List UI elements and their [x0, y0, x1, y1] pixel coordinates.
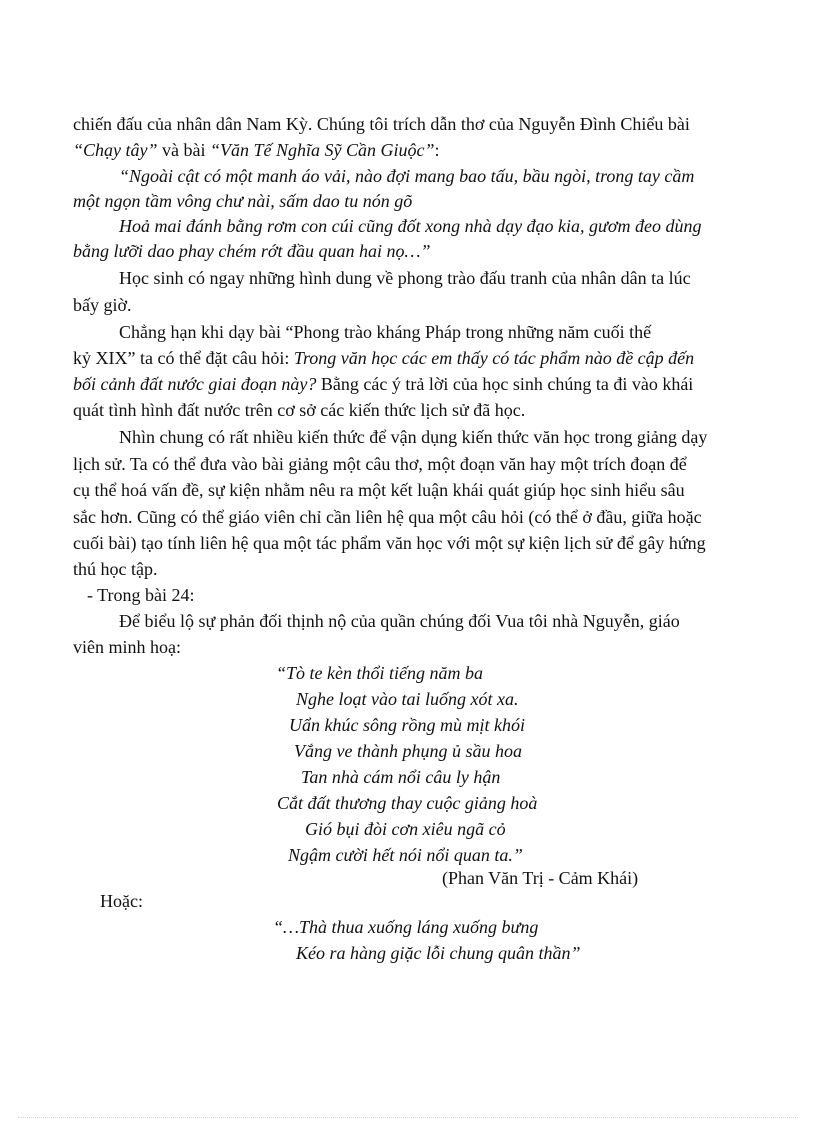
paragraph-4-line-6: thú học tập.: [73, 559, 158, 579]
colon-text: :: [434, 140, 440, 160]
quote-1-line-1: “Ngoài cật có một manh áo vải, nào đợi mang bao tấu, bầu ngòi, trong tay cầm: [119, 166, 695, 186]
paragraph-3-line-2: [73, 346, 694, 370]
paragraph-4-line-1: Nhìn chung có rất nhiều kiến thức để vận dụng kiến thức văn học trong giảng dạy: [119, 427, 708, 447]
poem-2-line-2: Kéo ra hàng giặc lỗi chung quân thần”: [296, 943, 581, 963]
poem-1-line-8: Ngậm cười hết nói nổi quan ta.”: [288, 845, 523, 865]
poem-1-attribution: (Phan Văn Trị - Cảm Khái): [442, 868, 639, 888]
paragraph-3-line-4: quát tình hình đất nước trên cơ sở các kiến thức lịch sử đã học.: [73, 400, 526, 420]
lesson-heading: - Trong bài 24:: [87, 585, 195, 605]
or-label: Hoặc:: [100, 891, 143, 911]
poem-title-chay-tay: “Chạy tây”: [73, 140, 158, 160]
quote-1-line-2: một ngọn tầm vông chư nài, sấm dao tu nón gõ: [73, 191, 413, 211]
paragraph-4-line-3: cụ thể hoá vấn đề, sự kiện nhằm nêu ra một kết luận khái quát giúp học sinh hiểu sâu: [73, 480, 685, 500]
connector-text: và bài: [157, 140, 210, 160]
paragraph-4-line-4: sắc hơn. Cũng có thể giáo viên chỉ cần liên hệ qua một câu hỏi (có thể ở đầu, giữa hoặc: [73, 507, 702, 527]
paragraph-3-line-3: [73, 372, 693, 396]
paragraph-5-line-1: Để biểu lộ sự phản đối thịnh nộ của quần chúng đối Vua tôi nhà Nguyễn, giáo: [119, 611, 680, 631]
poem-title-van-te: “Văn Tế Nghĩa Sỹ Cần Giuộc”: [210, 140, 435, 160]
paragraph-3-line-3-text: Bằng các ý trả lời của học sinh chúng ta đi vào khái: [316, 374, 694, 394]
paragraph-3-question: Trong văn học các em thấy có tác phẩm nào đề cập đến: [293, 348, 695, 368]
poem-1-line-3: Uẩn khúc sông rồng mù mịt khói: [289, 715, 525, 735]
quote-1-line-4: bằng lưỡi dao phay chém rớt đầu quan hai nọ…”: [73, 241, 431, 261]
poem-2-line-1: “…Thà thua xuống láng xuống bưng: [273, 917, 539, 937]
poem-1-line-4: Vắng ve thành phụng ủ sầu hoa: [294, 741, 522, 761]
poem-1-line-6: Cắt đất thương thay cuộc giảng hoà: [277, 793, 538, 813]
paragraph-3-question-end: bối cảnh đất nước giai đoạn này?: [73, 374, 317, 394]
paragraph-5-line-2: viên minh hoạ:: [73, 637, 181, 657]
quote-1-line-3: Hoả mai đánh bằng rơm con cúi cũng đốt xong nhà dạy đạo kia, gươm đeo dùng: [119, 216, 702, 236]
poem-1-line-1: “Tò te kèn thổi tiếng năm ba: [276, 663, 483, 683]
poem-1-line-7: Gió bụi đòi cơn xiêu ngã cỏ: [305, 819, 506, 839]
paragraph-4-line-2: lịch sử. Ta có thể đưa vào bài giảng một câu thơ, một đoạn văn hay một trích đoạn để: [73, 454, 687, 474]
poem-1-line-2: Nghe loạt vào tai luống xót xa.: [296, 689, 519, 709]
paragraph-2-line-2: bấy giờ.: [73, 295, 132, 315]
paragraph-1-line-2: [73, 138, 440, 162]
paragraph-4-line-5: cuối bài) tạo tính liên hệ qua một tác phẩm văn học với một sự kiện lịch sử để gây hứng: [73, 533, 706, 553]
paragraph-2-line-1: Học sinh có ngay những hình dung về phong trào đấu tranh của nhân dân ta lúc: [119, 268, 691, 288]
paragraph-3-line-1: Chẳng hạn khi dạy bài “Phong trào kháng Pháp trong những năm cuối thế: [119, 322, 652, 342]
paragraph-1-line-1: chiến đấu của nhân dân Nam Kỳ. Chúng tôi trích dẫn thơ của Nguyễn Đình Chiểu bài: [73, 114, 690, 134]
paragraph-3-line-2-text: kỷ XIX” ta có thể đặt câu hỏi:: [73, 348, 294, 368]
page-bottom-rule: [18, 1117, 798, 1118]
poem-1-line-5: Tan nhà cám nổi câu ly hận: [301, 767, 501, 787]
